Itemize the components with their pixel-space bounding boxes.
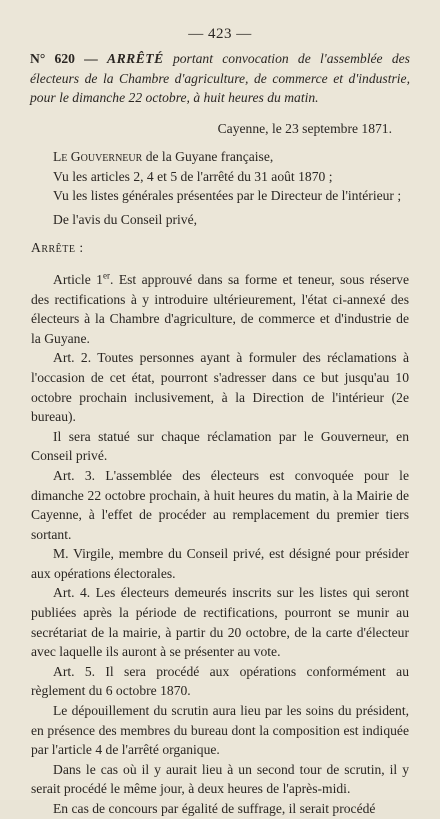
- article-2: Art. 2. Toutes personnes ayant à formuler des réclamations à l'occasion de cet état, pourront s'adresser dans ce but jusqu'au 10 octobre prochain inclusivement, à la Direction de l'intérieur (2e bureau).: [31, 350, 409, 425]
- vu-listes: Vu les listes générales présentées par le Directeur de l'intérieur ;: [53, 188, 402, 204]
- decree-kind: ARRÊTÉ: [107, 51, 164, 66]
- date-line: Cayenne, le 23 septembre 1871.: [217, 121, 392, 136]
- governor-rest: de la Guyane française,: [142, 149, 274, 164]
- page-number: — 423 —: [188, 26, 252, 42]
- article-1-text: . Est approuvé dans sa forme et teneur, sous réserve des rectifications à y introduire ultérieurement, l'état ci-annexé des électeurs à la Chambre d'agriculture, de commerce et d'industrie de la Guyane.: [31, 271, 409, 346]
- article-1-sup: er: [102, 270, 110, 281]
- decree-title: portant convocation de l'assemblée des électeurs de la Chambre d'agriculture, de commerce et d'industrie, pour le dimanche 22 octobre, à huit heures du matin.: [30, 51, 410, 105]
- article-2-paragraph: Il sera statué sur chaque réclamation par le Gouverneur, en Conseil privé.: [31, 428, 409, 464]
- article-1-label: Article 1: [53, 271, 103, 287]
- article-5-paragraph-1: Le dépouillement du scrutin aura lieu par les soins du président, en présence des membres du bureau dont la composition est indiquée par l'article 4 de l'arrêté organique.: [31, 703, 409, 758]
- article-1: [31, 270, 409, 348]
- avis-conseil: De l'avis du Conseil privé,: [53, 211, 198, 227]
- governor-line: [31, 147, 409, 167]
- article-5-paragraph-3: En cas de concours par égalité de suffrage, il serait procédé: [53, 801, 376, 816]
- arrete-label: Arrête :: [31, 240, 84, 256]
- vu-articles: Vu les articles 2, 4 et 5 de l'arrêté du 31 août 1870 ;: [53, 168, 333, 184]
- article-3-paragraph: M. Virgile, membre du Conseil privé, est désigné pour présider aux opérations électorales.: [31, 546, 409, 581]
- article-5: Art. 5. Il sera procédé aux opérations conformément au règlement du 6 octobre 1870.: [31, 663, 409, 699]
- decree-heading: [30, 49, 410, 108]
- article-3: Art. 3. L'assemblée des électeurs est convoquée pour le dimanche 22 octobre prochain, à huit heures du matin, à la Mairie de Cayenne, à l'effet de procéder au remplacement du premier tiers sortant.: [31, 467, 409, 542]
- governor-title: Le Gouverneur: [53, 149, 143, 164]
- article-5-paragraph-2: Dans le cas où il y aurait lieu à un second tour de scrutin, il y serait procédé le même jour, à deux heures de l'après-midi.: [31, 761, 409, 797]
- article-4: Art. 4. Les électeurs demeurés inscrits sur les listes qui seront publiées après la période de rectifications, pourront se munir au secrétariat de la mairie, à partir du 20 octobre, de la carte d'électeur avec laquelle ils auront à se présenter au vote.: [31, 585, 409, 660]
- document-body: [31, 147, 409, 819]
- decree-number: N° 620 —: [30, 51, 98, 66]
